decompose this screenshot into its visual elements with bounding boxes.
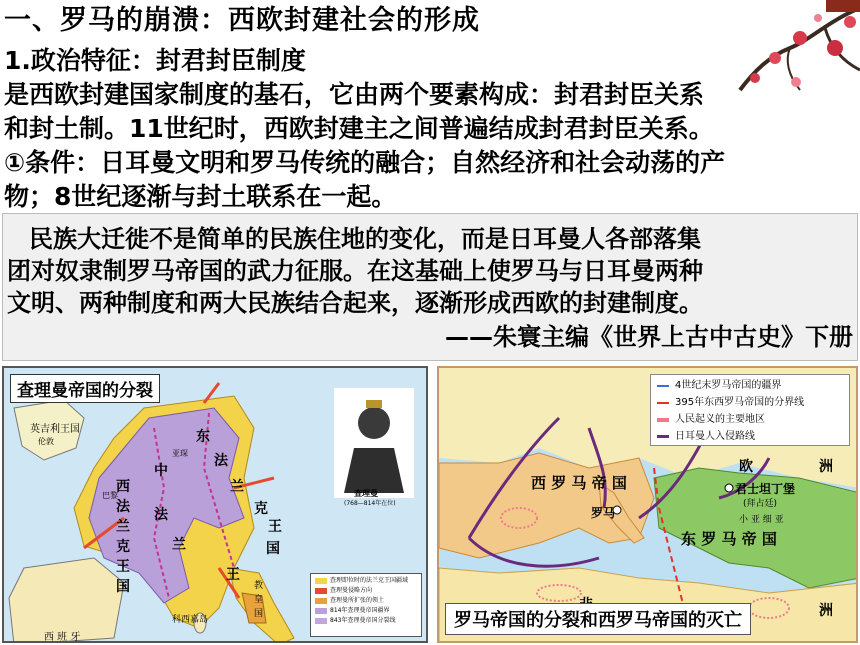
map-label: 东 罗 马 帝 国 xyxy=(681,530,777,548)
map-label: 国 xyxy=(116,579,130,595)
legend-item: 人民起义的主要地区 xyxy=(657,411,843,428)
map-label: 皇 xyxy=(254,595,264,605)
legend-item: 395年东西罗马帝国的分界线 xyxy=(657,394,843,411)
map-label: 洲 xyxy=(819,603,833,619)
map-label: 兰 xyxy=(172,537,186,553)
body-line: ①条件：日耳曼文明和罗马传统的融合；自然经济和社会动荡的产 xyxy=(4,148,726,177)
map-label: 科西嘉岛 xyxy=(172,615,209,625)
legend-item: 814年查理曼帝国疆界 xyxy=(315,606,417,616)
quote-line: 文明、两种制度和两大民族结合起来，逐渐形成西欧的封建制度。 xyxy=(7,289,703,317)
legend-item: 查理曼侵略方向 xyxy=(315,586,417,596)
map-label: 查理曼 xyxy=(354,489,378,498)
legend-item: 查理曼所扩张的领土 xyxy=(315,596,417,606)
map-label: 西 罗 马 帝 国 xyxy=(531,474,627,492)
map-label: 洲 xyxy=(819,459,833,475)
legend-item: 843年查理曼帝国分裂线 xyxy=(315,616,417,626)
map-label: 罗马 xyxy=(591,506,616,520)
map-label: 克 xyxy=(116,539,130,555)
map-label: 中 xyxy=(154,463,168,479)
map-label: 西 班 牙 xyxy=(44,632,81,643)
body-line: 是西欧封建国家制度的基石，它由两个要素构成：封君封臣关系 xyxy=(4,80,705,109)
map-label: 巴黎 xyxy=(102,491,118,500)
quote-line: 民族大迁徙不是简单的民族住地的变化，而是日耳曼人各部落集 xyxy=(29,225,701,253)
map-label: 克 xyxy=(254,501,268,517)
legend-item: 日耳曼人入侵路线 xyxy=(657,428,843,445)
section-subtitle: 1.政治特征：封君封臣制度 xyxy=(4,46,306,75)
map-label: 伦敦 xyxy=(38,437,54,446)
map-label: 小 亚 细 亚 xyxy=(739,515,784,525)
body-line: 物；8世纪逐渐与封土联系在一起。 xyxy=(4,182,397,211)
body-text xyxy=(4,78,860,214)
map-label: 东 xyxy=(196,429,210,445)
map-label: (拜占廷) xyxy=(743,499,778,509)
map-label: 亚琛 xyxy=(172,449,188,458)
map-label: (768—814年在位) xyxy=(344,500,396,507)
map-right-legend xyxy=(650,374,850,446)
map-left-title: 查理曼帝国的分裂 xyxy=(10,374,160,403)
page-title: 一、罗马的崩溃：西欧封建社会的形成 xyxy=(4,5,480,36)
map-label: 王 xyxy=(226,567,240,583)
legend-item: 查理即位时的法兰克王国疆域 xyxy=(315,576,417,586)
map-label: 君士坦丁堡 xyxy=(735,482,796,496)
map-label: 兰 xyxy=(230,479,244,495)
quote-source: ——朱寰主编《世界上古中古史》下册 xyxy=(445,323,853,351)
legend-item: 4世纪末罗马帝国的疆界 xyxy=(657,377,843,394)
map-label: 王 xyxy=(116,559,130,575)
map-label: 教 xyxy=(254,581,264,591)
map-left-legend xyxy=(310,573,422,637)
map-label: 西 xyxy=(116,479,130,495)
map-right-title: 罗马帝国的分裂和西罗马帝国的灭亡 xyxy=(445,603,751,635)
map-label: 英吉利王国 xyxy=(30,424,80,435)
map-label: 欧 xyxy=(739,459,753,475)
roman-empire-map xyxy=(437,366,858,643)
map-label: 法 xyxy=(154,507,168,523)
quote-line: 团对奴隶制罗马帝国的武力征服。在这基础上使罗马与日耳曼两种 xyxy=(7,257,703,285)
map-label: 法 xyxy=(116,499,130,515)
body-line: 和封土制。11世纪时，西欧封建主之间普遍结成封君封臣关系。 xyxy=(4,114,714,143)
quote-box xyxy=(2,213,858,361)
map-label: 国 xyxy=(266,541,280,557)
map-label: 兰 xyxy=(116,519,130,535)
charlemagne-empire-map xyxy=(2,366,428,643)
map-label: 国 xyxy=(254,609,264,619)
map-label: 王 xyxy=(268,519,282,535)
map-label: 法 xyxy=(214,453,228,469)
